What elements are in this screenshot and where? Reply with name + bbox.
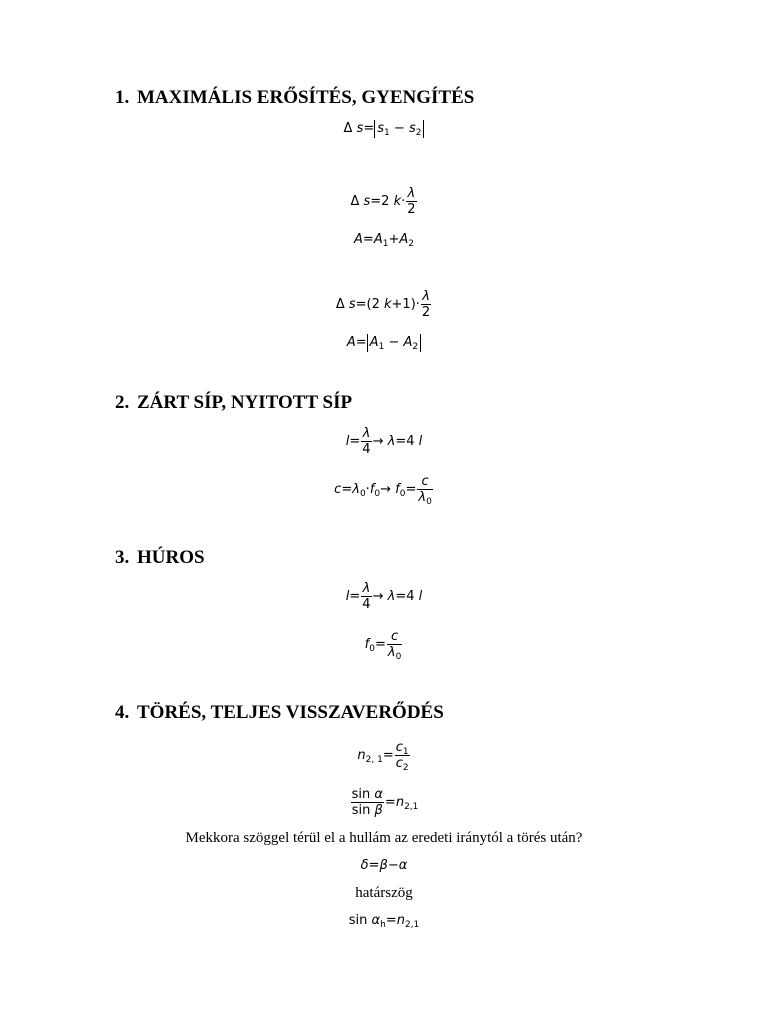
section-heading-4: 4. TÖRÉS, TELJES VISSZAVERŐDÉS [115,702,444,723]
formula-min-condition: Δ s=(2 k+1)· $\frac{\lambda}{2}$ [335,289,431,320]
formula-max-condition: Δ s=2 k· $\frac{\lambda}{2}$ [350,186,416,217]
section-heading-1: 1. MAXIMÁLIS ERŐSÍTÉS, GYENGÍTÉS [115,87,475,108]
formula-string-length: l= $\frac{\lambda}{4}$ → λ=4 l [345,581,423,612]
formula-critical-angle: $\sin \alpha_h=n_{2,1}$ [348,913,420,930]
formula-deviation: δ=β−α [360,858,408,873]
question-text: Mekkora szöggel térül el a hullám az eredeti iránytól a törés után? [185,830,583,846]
formula-path-difference: Δ $s= s_1 - s_2$ [0,120,768,138]
formula-closed-pipe-length: l= $\frac{\lambda}{4}$ → λ=4 l [345,426,423,457]
critical-angle-label: határszög [355,885,413,901]
formula-refractive-index: $n_{2, 1}=$ $\frac{c_1}{c_2}$ [357,740,409,773]
formula-min-amplitude: $A= A_1 - A_2$ [0,334,768,352]
formula-closed-pipe-frequency: $c=\lambda_0\cdot f_0\to f_0=$ $\frac{c}{\lambda_0}$ [334,474,432,507]
formula-snell-law: $\frac{\text{sin α}}{\text{sin β}}$ $=n_{2,1}$ [351,787,419,818]
section-heading-3: 3. HÚROS [115,547,205,568]
formula-max-amplitude: $A=A_1+A_2$ [354,232,414,249]
formula-string-frequency: $f_0=$ $\frac{c}{\lambda_0}$ [364,629,402,662]
section-heading-2: 2. ZÁRT SÍP, NYITOTT SÍP [115,392,353,413]
